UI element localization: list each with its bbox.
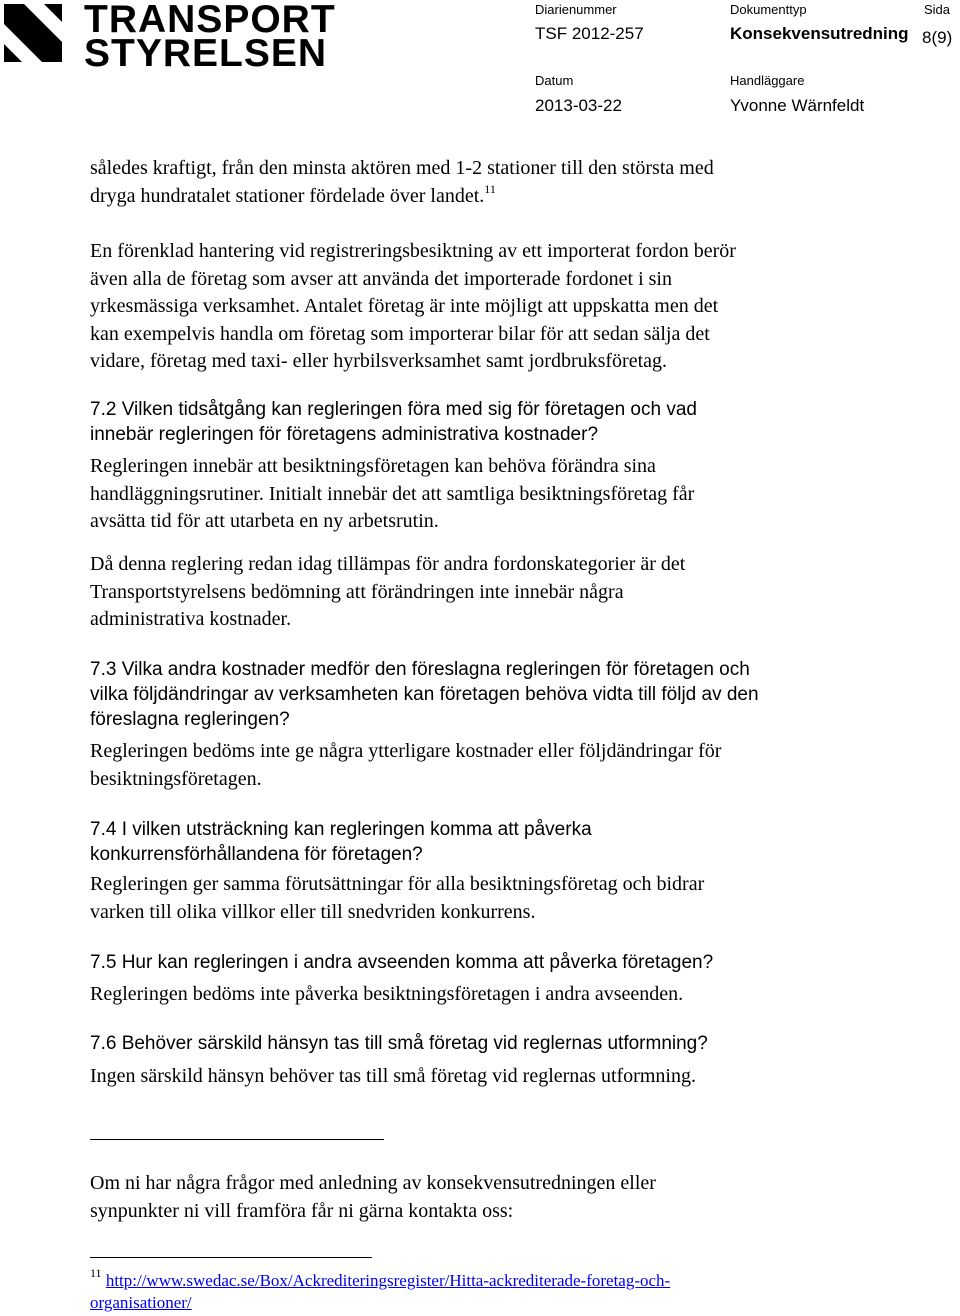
text-line: En förenklad hantering vid registreringsbesiktning av ett importerat fordon berör — [90, 240, 736, 262]
diarienummer-label: Diarienummer — [535, 2, 617, 17]
dokumenttyp-label: Dokumenttyp — [730, 2, 807, 17]
text-line: även alla de företag som avser att använda det importerade fordonet i sin — [90, 267, 672, 290]
text-line: Regleringen innebär att besiktningsföretagen kan behöva förändra sina — [90, 455, 656, 477]
heading-line: vilka följdändringar av verksamheten kan företagen behöva vidta till följd av den — [90, 684, 759, 705]
text-line: Om ni har några frågor med anledning av konsekvensutredningen eller — [90, 1172, 656, 1194]
diarienummer-value: TSF 2012-257 — [535, 24, 644, 43]
text-line: Då denna reglering redan idag tillämpas för andra fordonskategorier är det — [90, 553, 686, 575]
sida-label: Sida — [924, 2, 951, 17]
intro-paragraph — [90, 155, 714, 210]
contact-paragraph — [90, 1170, 656, 1225]
section-7-3-body — [90, 738, 721, 793]
section-7-6-heading — [90, 1031, 708, 1056]
heading-line: 7.2 Vilken tidsåtgång kan regleringen föra med sig för företagen och vad — [90, 399, 697, 420]
footnote-number: 11 — [90, 1266, 102, 1280]
footnote-reference[interactable]: 11 — [484, 181, 496, 196]
separator-line — [90, 1139, 384, 1140]
handlaggare-label: Handläggare — [730, 73, 805, 88]
logo-mark-icon — [4, 4, 62, 62]
datum-value: 2013-03-22 — [535, 96, 622, 115]
text-line: Regleringen ger samma förutsättningar för alla besiktningsföretag och bidrar — [90, 873, 705, 895]
section-7-2-body-2 — [90, 551, 685, 634]
text-line: yrkesmässiga verksamhet. Antalet företag är inte möjligt att uppskatta men det — [90, 295, 719, 318]
text-line: Ingen särskild hänsyn behöver tas till små företag vid reglernas utformning. — [90, 1065, 696, 1087]
text-line: Transportstyrelsens bedömning att förändringen inte innebär några — [90, 580, 624, 603]
text-line: kan exempelvis handla om företag som importerar bilar för att sedan sälja det — [90, 322, 710, 345]
footnote — [90, 1266, 671, 1314]
text-line: således kraftigt, från den minsta aktören med 1-2 stationer till den största med — [90, 157, 714, 179]
sida-value: 8(9) — [922, 28, 953, 47]
text-line: dryga hundratalet stationer fördelade över landet. — [90, 184, 485, 207]
heading-line: 7.4 I vilken utsträckning kan regleringen komma att påverka — [90, 819, 592, 840]
section-7-4-body — [90, 871, 704, 926]
logo-text-line2: STYRELSEN — [84, 32, 328, 75]
text-line: Regleringen bedöms inte påverka besiktningsföretagen i andra avseenden. — [90, 983, 684, 1005]
section-7-3-heading — [90, 657, 759, 732]
dokumenttyp-value: Konsekvensutredning — [730, 24, 909, 43]
heading-line: 7.6 Behöver särskild hänsyn tas till små företag vid reglernas utformning? — [90, 1033, 708, 1054]
heading-line: 7.5 Hur kan regleringen i andra avseenden komma att påverka företagen? — [90, 952, 714, 973]
text-line: Regleringen bedöms inte ge några ytterligare kostnader eller följdändringar för — [90, 740, 722, 762]
text-line: vidare, företag med taxi- eller hyrbilsverksamhet samt jordbruksföretag. — [90, 350, 668, 373]
section-7-5-body — [90, 981, 683, 1009]
text-line: handläggningsrutiner. Initialt innebär det att samtliga besiktningsföretag får — [90, 482, 695, 505]
text-line: synpunkter ni vill framföra får ni gärna kontakta oss: — [90, 1199, 514, 1222]
section-7-4-heading — [90, 817, 592, 867]
heading-line: föreslagna regleringen? — [90, 709, 290, 730]
text-line: besiktningsföretagen. — [90, 767, 262, 790]
heading-line: innebär regleringen för företagens administrativa kostnader? — [90, 424, 599, 445]
section-7-2-body — [90, 453, 694, 536]
logo-text-line1: TRANSPORT — [84, 0, 336, 41]
footnote-link[interactable]: http://www.swedac.se/Box/Ackrediteringsregister/Hitta-ackrediterade-foretag-och- — [105, 1271, 671, 1290]
section-7-5-heading — [90, 950, 713, 975]
footnote-link-continued[interactable]: organisationer/ — [90, 1293, 192, 1312]
footnote-separator — [90, 1257, 372, 1258]
datum-label: Datum — [535, 73, 574, 88]
text-line: administrativa kostnader. — [90, 608, 292, 631]
text-line: avsätta tid för att utarbeta en ny arbetsrutin. — [90, 510, 439, 533]
handlaggare-value: Yvonne Wärnfeldt — [730, 96, 865, 115]
heading-line: 7.3 Vilka andra kostnader medför den föreslagna regleringen för företagen och — [90, 659, 750, 680]
heading-line: konkurrensförhållandena för företagen? — [90, 844, 423, 865]
transportstyrelsen-logo — [0, 0, 336, 75]
section-7-6-body — [90, 1063, 696, 1091]
imported-vehicle-paragraph — [90, 238, 736, 376]
section-7-2-heading — [90, 397, 697, 447]
text-line: varken till olika villkor eller till snedvriden konkurrens. — [90, 900, 536, 923]
